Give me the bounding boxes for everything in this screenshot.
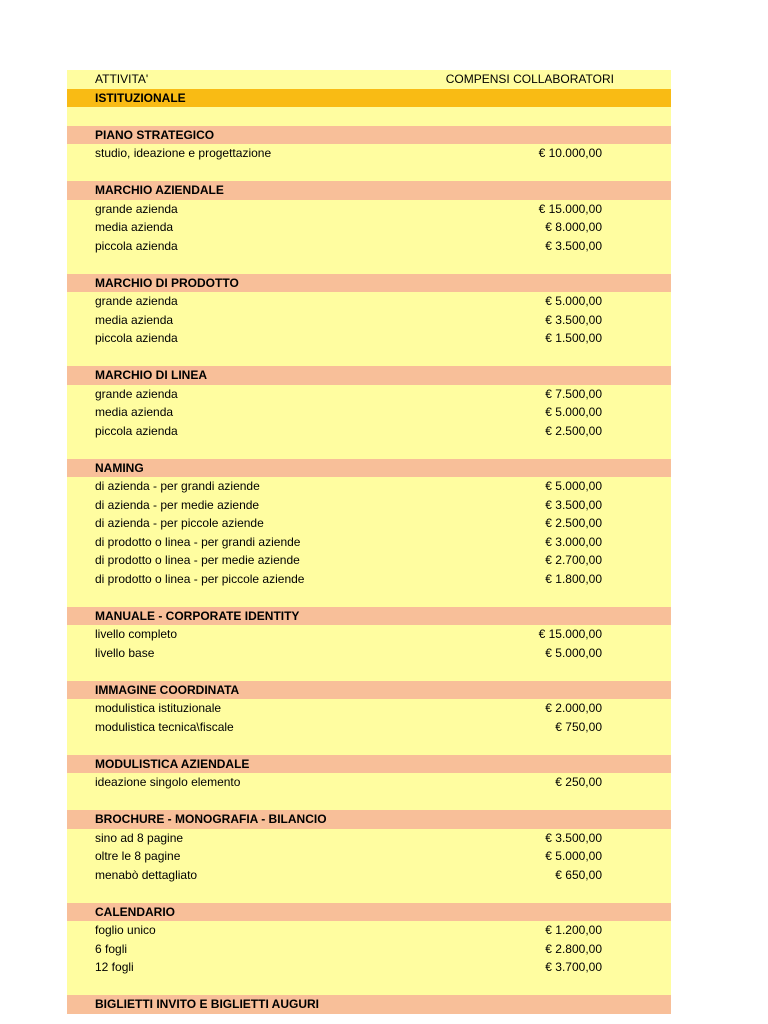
item-label: livello completo (95, 627, 178, 641)
header-row (67, 70, 671, 89)
price-row (67, 477, 671, 496)
section-header-row (67, 274, 671, 293)
item-label: foglio unico (95, 923, 156, 937)
item-label: di prodotto o linea - per medie aziende (95, 553, 300, 567)
item-label: media azienda (95, 405, 174, 419)
price-row (67, 533, 671, 552)
item-label: media azienda (95, 220, 174, 234)
section-header-row (67, 810, 671, 829)
price-row (67, 144, 671, 163)
item-price: € 5.000,00 (545, 405, 602, 419)
section-title: NAMING (95, 460, 144, 475)
item-price: € 2.800,00 (545, 941, 602, 956)
spacer-row (67, 348, 671, 367)
price-row (67, 311, 671, 330)
spacer-row (67, 884, 671, 903)
item-price: € 5.000,00 (545, 294, 602, 308)
section-header-row (67, 903, 671, 922)
price-row (67, 403, 671, 422)
item-price: € 2.500,00 (545, 516, 602, 530)
price-row (67, 329, 671, 348)
price-row (67, 866, 671, 885)
price-row (67, 422, 671, 441)
spacer-row (67, 588, 671, 607)
spacer-row (67, 163, 671, 182)
item-label: livello base (95, 645, 155, 660)
price-row (67, 958, 671, 977)
price-row (67, 385, 671, 404)
item-price: € 3.500,00 (545, 830, 602, 845)
section-title: MODULISTICA AZIENDALE (95, 756, 250, 771)
item-label: di prodotto o linea - per piccole aziende (95, 571, 305, 586)
item-label: piccola azienda (95, 238, 178, 253)
section-title: PIANO STRATEGICO (95, 127, 215, 142)
item-label: di azienda - per medie aziende (95, 497, 260, 512)
spacer-row (67, 662, 671, 681)
section-title: BIGLIETTI INVITO E BIGLIETTI AUGURI (95, 997, 320, 1011)
price-row (67, 218, 671, 237)
price-row (67, 551, 671, 570)
item-label: piccola azienda (95, 423, 178, 438)
spacer-row (67, 255, 671, 274)
section-header-row (67, 607, 671, 626)
spacer-row (67, 977, 671, 996)
item-price: € 10.000,00 (538, 146, 602, 160)
item-label: modulistica tecnica\fiscale (95, 719, 234, 734)
item-label: oltre le 8 pagine (95, 849, 181, 863)
price-row (67, 514, 671, 533)
item-price: € 3.700,00 (545, 960, 602, 974)
item-price: € 1.200,00 (545, 923, 602, 937)
item-price: € 1.500,00 (545, 331, 602, 345)
item-label: media azienda (95, 312, 174, 327)
item-label: 12 fogli (95, 960, 134, 974)
section-title: IMMAGINE COORDINATA (95, 682, 240, 697)
item-price: € 650,00 (555, 867, 602, 882)
item-label: menabò dettagliato (95, 867, 198, 882)
item-label: di azienda - per grandi aziende (95, 479, 260, 493)
item-price: € 15.000,00 (538, 201, 602, 216)
sections-container (67, 107, 671, 1014)
item-price: € 2.500,00 (545, 423, 602, 438)
price-sheet (67, 70, 671, 1014)
item-label: grande azienda (95, 201, 178, 216)
price-row (67, 829, 671, 848)
activity-column-header: ATTIVITA' (95, 72, 149, 86)
category-title: ISTITUZIONALE (95, 90, 186, 105)
item-price: € 7.500,00 (545, 386, 602, 401)
price-row (67, 699, 671, 718)
item-label: grande azienda (95, 386, 178, 401)
item-label: grande azienda (95, 294, 178, 308)
price-row (67, 625, 671, 644)
spacer-row (67, 440, 671, 459)
item-label: ideazione singolo elemento (95, 775, 241, 789)
item-label: sino ad 8 pagine (95, 830, 184, 845)
section-header-row (67, 995, 671, 1014)
item-price: € 5.000,00 (545, 849, 602, 863)
item-price: € 2.000,00 (545, 701, 602, 715)
price-row (67, 940, 671, 959)
section-title: BROCHURE - MONOGRAFIA - BILANCIO (95, 812, 327, 826)
item-price: € 3.000,00 (545, 534, 602, 549)
item-price: € 3.500,00 (545, 312, 602, 327)
item-price: € 750,00 (555, 719, 602, 734)
item-price: € 5.000,00 (545, 479, 602, 493)
section-title: MARCHIO DI PRODOTTO (95, 275, 239, 290)
item-price: € 3.500,00 (545, 497, 602, 512)
fees-column-header: COMPENSI COLLABORATORI (445, 72, 614, 86)
price-row (67, 237, 671, 256)
item-price: € 3.500,00 (545, 238, 602, 253)
section-title: MANUALE - CORPORATE IDENTITY (95, 608, 300, 623)
price-row (67, 773, 671, 792)
item-label: modulistica istituzionale (95, 701, 222, 715)
item-price: € 2.700,00 (545, 553, 602, 567)
item-price: € 1.800,00 (545, 571, 602, 586)
spacer-row (67, 792, 671, 811)
section-title: CALENDARIO (95, 904, 175, 919)
item-label: di azienda - per piccole aziende (95, 516, 264, 530)
section-header-row (67, 681, 671, 700)
item-label: studio, ideazione e progettazione (95, 146, 272, 160)
section-title: MARCHIO AZIENDALE (95, 183, 224, 197)
price-row (67, 718, 671, 737)
price-row (67, 292, 671, 311)
price-row (67, 200, 671, 219)
price-row (67, 570, 671, 589)
section-header-row (67, 126, 671, 145)
item-price: € 250,00 (555, 775, 602, 789)
item-price: € 5.000,00 (545, 645, 602, 660)
item-label: piccola azienda (95, 331, 178, 345)
price-row (67, 921, 671, 940)
item-label: 6 fogli (95, 941, 128, 956)
spacer-row (67, 107, 671, 126)
item-label: di prodotto o linea - per grandi aziende (95, 534, 301, 549)
section-header-row (67, 181, 671, 200)
price-row (67, 496, 671, 515)
item-price: € 8.000,00 (545, 220, 602, 234)
item-price: € 15.000,00 (538, 627, 602, 641)
spacer-row (67, 736, 671, 755)
category-row (67, 89, 671, 108)
section-header-row (67, 459, 671, 478)
price-row (67, 644, 671, 663)
section-header-row (67, 755, 671, 774)
section-header-row (67, 366, 671, 385)
section-title: MARCHIO DI LINEA (95, 368, 207, 382)
price-row (67, 847, 671, 866)
